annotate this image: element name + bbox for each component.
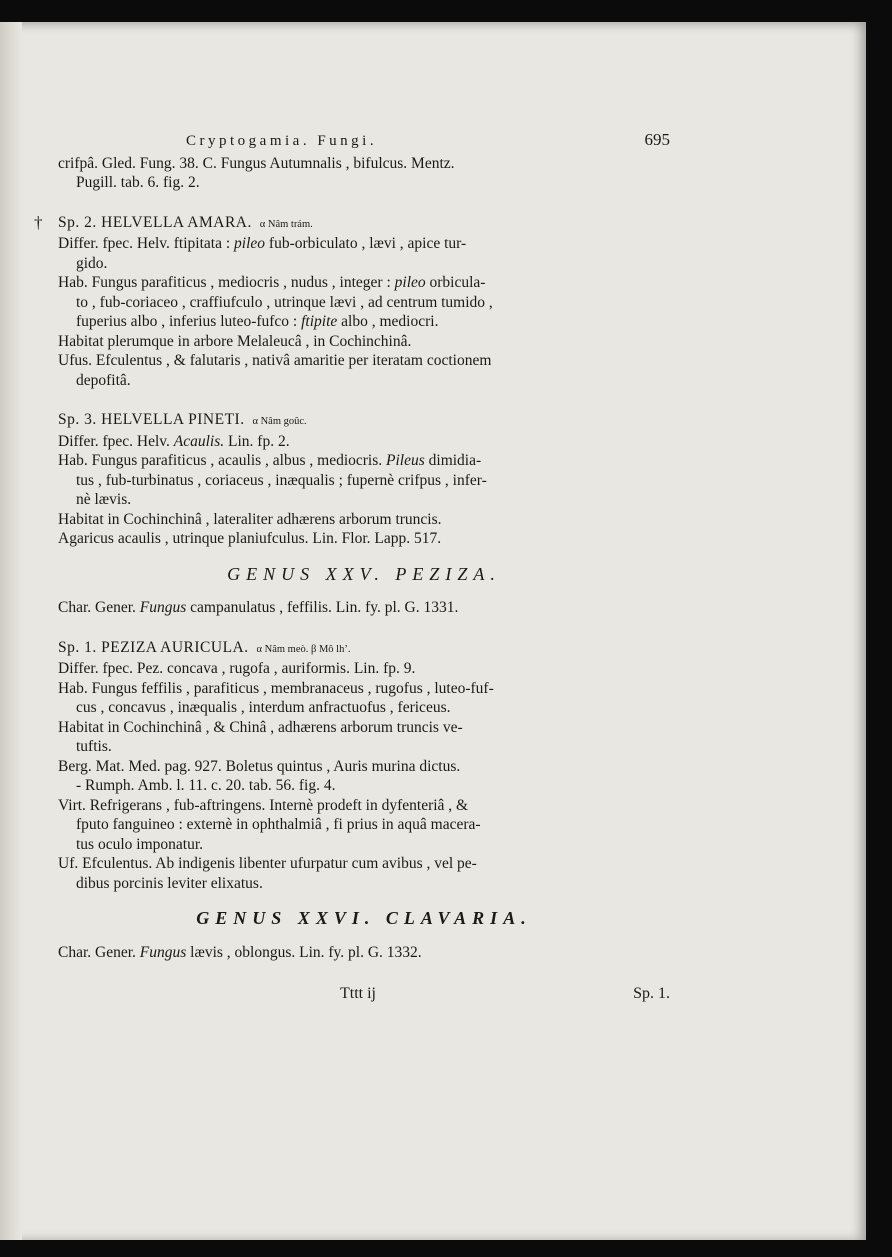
habitat-text: Habitat plerumque in arbore Melaleucâ , in Cochinchinâ. [58, 332, 412, 350]
signature-mark: Tttt ij [340, 985, 376, 1002]
vernacular-gloss: α Nâm trám. [259, 218, 313, 230]
running-head [186, 130, 670, 152]
page-number: 695 [644, 130, 670, 149]
hab-text: Hab. Fungus feffilis , parafiticus , membranaceus , rugofus , luteo-fuf- cus , concavus , inæqualis , interdum anfractuofus , fericeus. [58, 679, 494, 716]
species-helvella-amara [34, 212, 670, 235]
species-title: Sp. 1. PEZIZA AURICULA. [58, 638, 249, 656]
genus-heading-clavaria: GENUS XXVI. CLAVARIA. [196, 908, 532, 928]
intro-text: crifpâ. Gled. Fung. 38. C. Fungus Autumnalis , bifulcus. Mentz. Pugill. tab. 6. fig. 2. [58, 154, 455, 191]
reference-text: Berg. Mat. Med. pag. 927. Boletus quintus , Auris murina dictus. - Rumph. Amb. l. 11. c. 20. tab. 56. fig. 4. [58, 757, 461, 794]
catchword: Sp. 1. [633, 985, 670, 1002]
vernacular-gloss: α Nâm goûc. [252, 416, 307, 427]
genus-heading-peziza: GENUS XXV. PEZIZA. [227, 563, 501, 584]
habitat-text: Habitat in Cochinchinâ , lateraliter adhærens arborum truncis. [58, 510, 442, 528]
species-title: Sp. 2. HELVELLA AMARA. [58, 213, 252, 231]
usus-text: Ufus. Efculentus , & falutaris , nativâ amaritie per iteratam coctionem depofitâ. [58, 352, 492, 389]
usus-text: Uf. Efculentus. Ab indigenis libenter ufurpatur cum avibus , vel pe- dibus porcinis leviter elixatus. [58, 855, 477, 892]
page-binding-shadow [0, 22, 22, 1240]
hab-text: Hab. Fungus parafiticus , acaulis , albus , mediocris. Pileus dimidia- tus , fub-turbinatus , coriaceus , inæqualis ; fupernè crifpus , infer- nè lævis. [58, 452, 487, 508]
species-helvella-pineti [58, 410, 670, 432]
species-peziza-auricula [58, 638, 670, 660]
synonym-text: Agaricus acaulis , utrinque planiufculus. Lin. Flor. Lapp. 517. [58, 530, 442, 547]
species-title: Sp. 3. HELVELLA PINETI. [58, 411, 245, 428]
running-title: Cryptogamia. Fungi. [186, 133, 378, 149]
dagger-mark: † [34, 212, 43, 232]
vernacular-gloss: α Nâm meò. β Mô lhʼ. [256, 643, 351, 655]
differ-text: Differ. fpec. Pez. concava , rugofa , auriformis. Lin. fp. 9. [58, 660, 416, 677]
page-content [34, 130, 670, 1004]
genus-character: Char. Gener. Fungus lævis , oblongus. Lin. fy. pl. G. 1332. [58, 943, 422, 961]
differ-text: Differ. fpec. Helv. ftipitata : pileo fub-orbiculato , lævi , apice tur- gido. [58, 235, 467, 272]
page-footer [58, 984, 670, 1004]
habitat-text: Habitat in Cochinchinâ , & Chinâ , adhærens arborum truncis ve- tuftis. [58, 718, 463, 755]
book-page [0, 22, 866, 1240]
virtues-text: Virt. Refrigerans , fub-aftringens. Internè prodeft in dyfenteriâ , & fputo fanguineo : externè in ophthalmiâ , fi prius in aquâ macera- tus oculo imponatur. [58, 796, 481, 853]
differ-text: Differ. fpec. Helv. Acaulis. Lin. fp. 2. [58, 432, 290, 450]
hab-text: Hab. Fungus parafiticus , mediocris , nudus , integer : pileo orbicula- to , fub-coriaceo , craffiufculo , utrinque lævi , ad centrum tumido , fuperius albo , inferius luteo-fufco : ftipite albo , mediocri. [58, 274, 493, 330]
genus-character: Char. Gener. Fungus campanulatus , feffilis. Lin. fy. pl. G. 1331. [58, 599, 459, 616]
